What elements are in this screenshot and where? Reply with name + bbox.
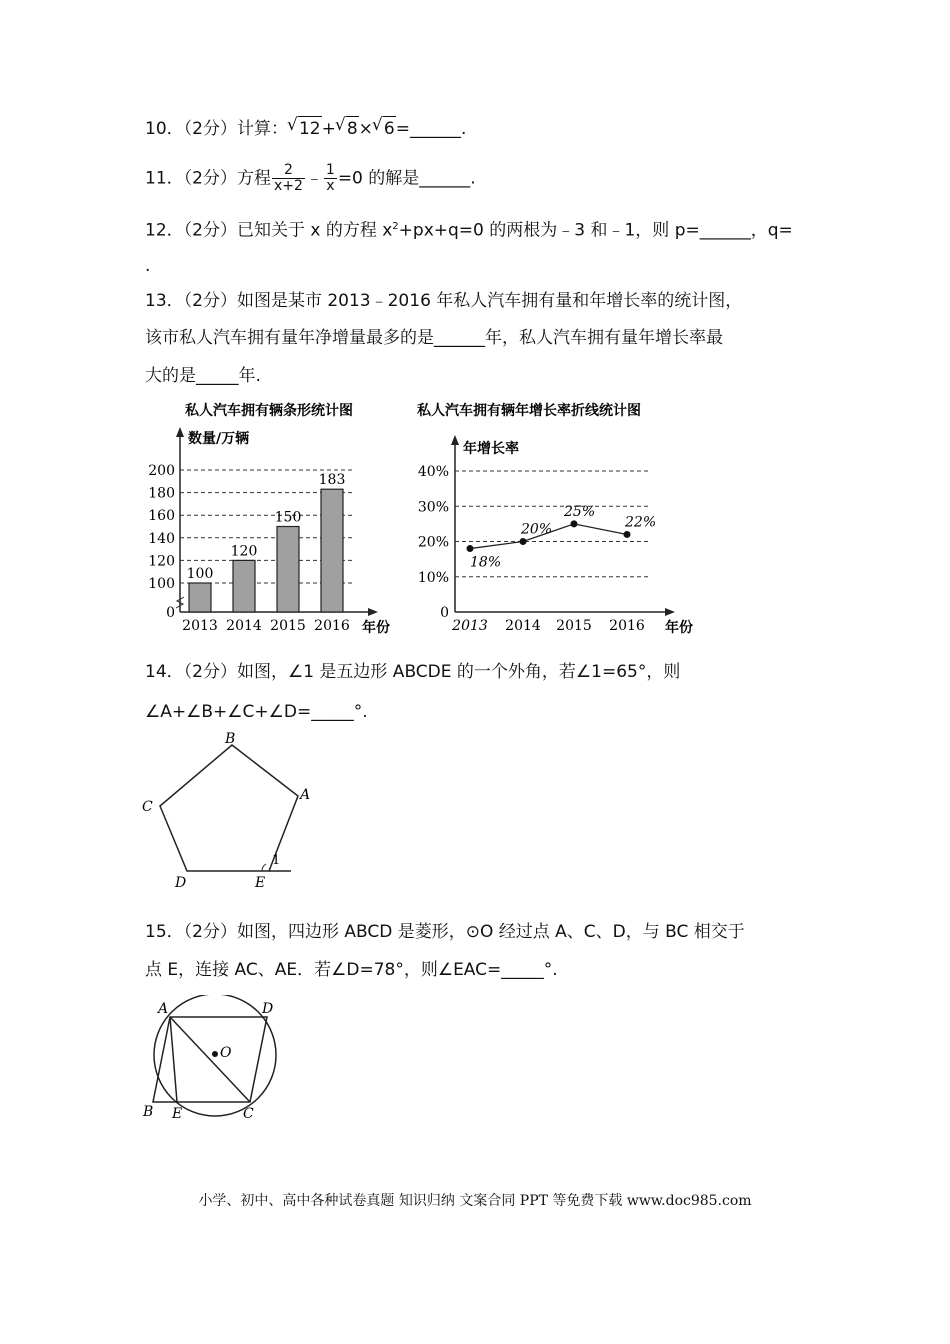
line-point-label: 22% [625,514,657,531]
label-angle-1: 1 [272,853,281,868]
question-14-line2: ∠A+∠B+∠C+∠D=_____°. [145,702,368,722]
bar [233,560,255,612]
line-ytick-label: 20% [417,534,449,551]
question-13-line2: 该市私人汽车拥有量年净增量最多的是______年，私人汽车拥有量年增长率最 [145,328,723,348]
bar-ytick-label: 0 [166,605,175,621]
label-c: C [243,1106,254,1122]
label-o: O [220,1045,232,1061]
label-b: B [225,731,236,747]
pentagon-figure [135,725,315,895]
line-ytick-label: 0 [440,605,449,621]
line-point-label: 18% [470,554,502,571]
bar-ytick-label: 140 [148,530,175,547]
line-point-label: 20% [521,521,553,538]
line-chart [405,395,715,645]
q11-suffix: =0 的解是______. [337,168,476,189]
bar [277,527,299,613]
line-ytick-label: 10% [417,569,449,586]
question-15-line1: 15．（2分）如图，四边形 ABCD 是菱形，⊙O 经过点 A、C、D，与 BC 相交于 [145,922,745,942]
fraction-2-over-x-plus-2: $\frac{2}{x+2}$ [273,162,303,194]
question-14-line1: 14．（2分）如图，∠1 是五边形 ABCDE 的一个外角，若∠1=65°，则 [145,662,681,682]
line-point-label: 25% [564,503,596,520]
question-11: 11．（2分）方程 $\frac{2}{x+2}$ ﹣ $\frac{1}{x}$ =0 的解是______. [145,162,476,194]
bar-ytick-label: 100 [148,576,175,592]
label-b: B [143,1104,154,1120]
q10-answer-blank: =______. [395,119,467,139]
sqrt-6: √ 6 [383,116,396,141]
line-ytick-label: 30% [417,499,449,516]
question-13-line3: 大的是_____年. [145,366,261,386]
question-10: 10．（2分）计算：√ 12+√ 8×√ 6=______. [145,116,466,141]
question-15-line2: 点 E，连接 AC、AE．若∠D=78°，则∠EAC=_____°. [145,960,558,980]
segment-ac [170,1017,250,1102]
line-y-axis-arrow [451,435,459,445]
bar-y-axis-arrow [176,427,184,437]
bar-ytick-label: 160 [148,508,175,525]
bar [321,489,343,612]
line-x-axis-arrow [665,608,675,616]
label-d: D [262,1001,274,1017]
line-chart-ylabel: 年增长率 [463,441,519,457]
footer-text: 小学、初中、高中各种试卷真题 知识归纳 文案合同 PPT 等免费下载 www.doc985.com [198,1193,752,1209]
bar-category-label: 2013 [182,618,218,634]
line-ytick-label: 40% [417,464,449,480]
line-category-label: 2014 [505,618,541,634]
bar-value-label: 183 [318,472,346,489]
label-a: A [300,787,311,803]
bar-chart-xlabel: 年份 [362,620,390,636]
bar-x-axis-arrow [368,608,378,616]
line-point [624,531,631,538]
bar-chart-title: 私人汽车拥有辆条形统计图 [185,403,353,419]
q11-prefix: 11．（2分）方程 [145,168,271,189]
bar-chart-ylabel: 数量/万辆 [188,431,250,447]
bar-ytick-label: 200 [148,463,175,479]
question-12-cont: . [145,256,151,276]
label-d: D [175,875,187,891]
bar-value-label: 150 [274,509,302,526]
bar-chart [140,395,420,645]
rhombus-circle-figure [140,995,310,1125]
bar-value-label: 100 [186,566,214,582]
segment-ae [170,1017,177,1102]
bar-value-label: 120 [230,543,258,560]
q10-prefix: 10．（2分）计算： [145,119,288,139]
bar-category-label: 2014 [226,618,262,634]
label-c: C [142,799,153,815]
question-12: 12．（2分）已知关于 x 的方程 $x^2+px+q=0$ 的两根为﹣3 和﹣1，则 p=______，q= [145,220,793,241]
sqrt-12: √ 12 [298,116,322,141]
angle-1-arc [262,864,266,871]
sqrt-8: √ 8 [346,116,359,141]
label-e: E [172,1106,183,1122]
bar-ytick-label: 180 [148,485,175,502]
line-chart-xlabel: 年份 [665,620,693,636]
line-point [571,520,578,527]
bar-category-label: 2016 [314,618,350,634]
line-category-label: 2016 [609,618,645,634]
bar-category-label: 2015 [270,618,306,634]
fraction-1-over-x: $\frac{1}{x}$ [325,162,335,194]
line-category-label: 2013 [452,618,488,634]
line-category-label: 2015 [556,618,592,634]
line-chart-title: 私人汽车拥有辆年增长率折线统计图 [417,403,641,419]
center-point-o [212,1051,218,1057]
label-e: E [255,875,266,891]
label-a: A [158,1001,169,1017]
line-point [467,545,474,552]
bar [189,583,211,612]
question-13-line1: 13．（2分）如图是某市 2013﹣2016 年私人汽车拥有量和年增长率的统计图， [145,291,743,311]
bar-ytick-label: 120 [148,553,175,570]
line-point [520,538,527,545]
